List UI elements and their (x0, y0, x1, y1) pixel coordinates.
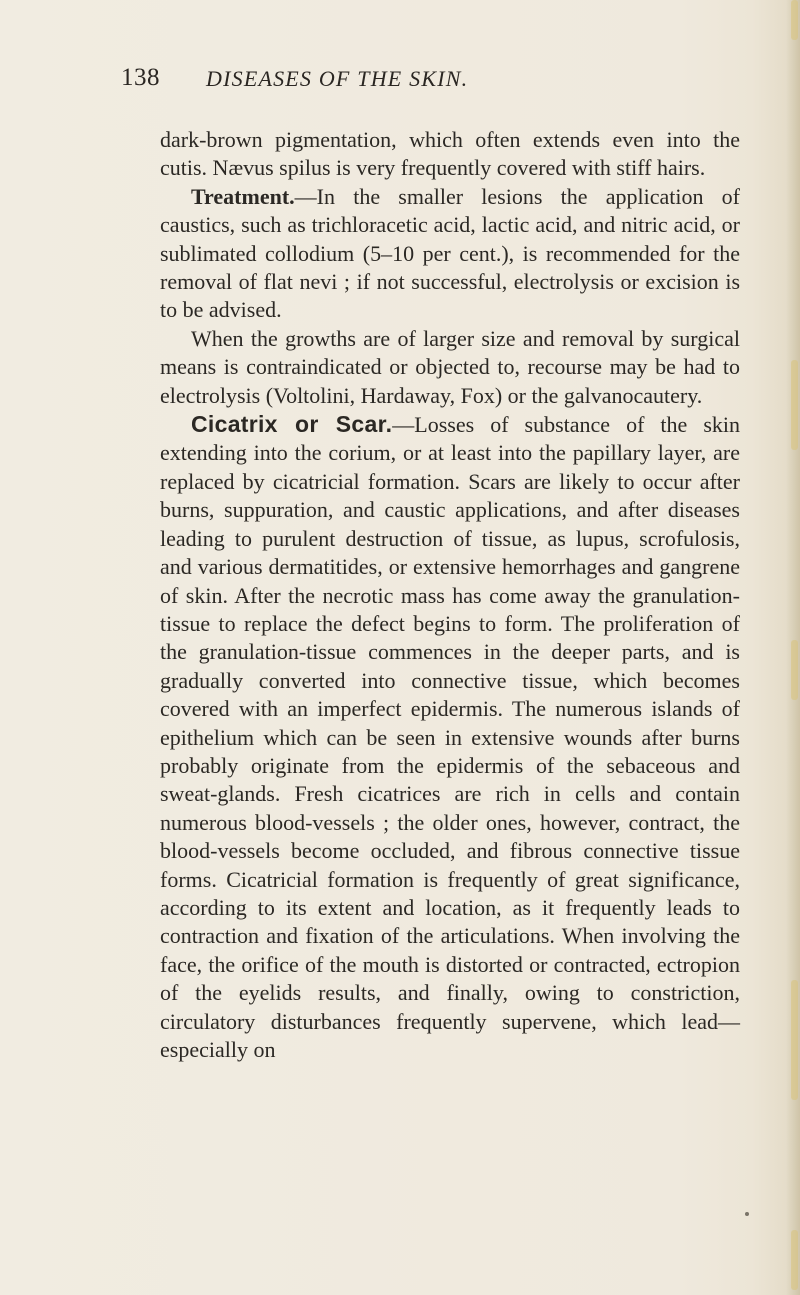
running-head: DISEASES OF THE SKIN. (206, 66, 469, 91)
edge-stain (791, 1230, 798, 1290)
edge-stain (791, 0, 798, 40)
edge-stain (791, 640, 798, 700)
paragraph-treatment (160, 183, 740, 325)
page-edge-shadow (786, 0, 800, 1295)
edge-stain (791, 360, 798, 450)
paragraph-text: dark-brown pigmentation, which often extends even into the cutis. Nævus spilus is very frequently covered with stiff hairs. (160, 127, 740, 181)
paragraph-text: When the growths are of larger size and removal by surgical means is contraindicated or objected to, recourse may be had to electrolysis (Voltolini, Hardaway, Fox) or the galvanocautery. (160, 325, 740, 408)
page-header (121, 64, 701, 98)
cicatrix-heading: Cicatrix or Scar. (191, 411, 393, 438)
body-text (160, 126, 740, 1064)
paragraph-continuation (160, 126, 740, 183)
paragraph-cicatrix (160, 410, 740, 1064)
paper-speck (745, 1212, 749, 1216)
page-number: 138 (121, 64, 160, 91)
edge-stain (791, 980, 798, 1100)
paragraph-text: —Losses of substance of the skin extending into the corium, or at least into the papillary layer, are replaced by cicatricial formation. Scars are likely to occur after burns, suppuration, and caustic applications, and after diseases leading to purulent destruction of tissue, as lupus, scrofulosis, and various dermatitides, or extensive hemorrhages and gangrene of skin. After the necrotic mass has come away the granulation-tissue to replace the defect begins to form. The proliferation of the granulation-tissue commences in the deeper parts, and is gradually converted into connective tissue, which becomes covered with an imperfect epidermis. The numerous islands of epithelium which can be seen in extensive wounds after burns probably originate from the epidermis of the sebaceous and sweat-glands. Fresh cicatrices are rich in cells and contain numerous blood-vessels ; the older ones, however, contract, the blood-vessels become occluded, and fibrous connective tissue forms. Cicatricial formation is frequently of great significance, according to its extent and location, as it frequently leads to contraction and fixation of the articulations. When involving the face, the orifice of the mouth is distorted or contracted, ectropion of the eyelids results, and finally, owing to constriction, circulatory disturbances frequently supervene, which lead—especially on (160, 412, 740, 1062)
paragraph-larger-growths (160, 325, 740, 410)
treatment-heading: Treatment. (191, 183, 295, 209)
paragraph-text: —In the smaller lesions the application of caustics, such as trichloracetic acid, lactic acid, and nitric acid, or sublimated collodium (5–10 per cent.), is recommended for the removal of flat nevi ; if not successful, electrolysis or excision is to be advised. (160, 183, 740, 323)
